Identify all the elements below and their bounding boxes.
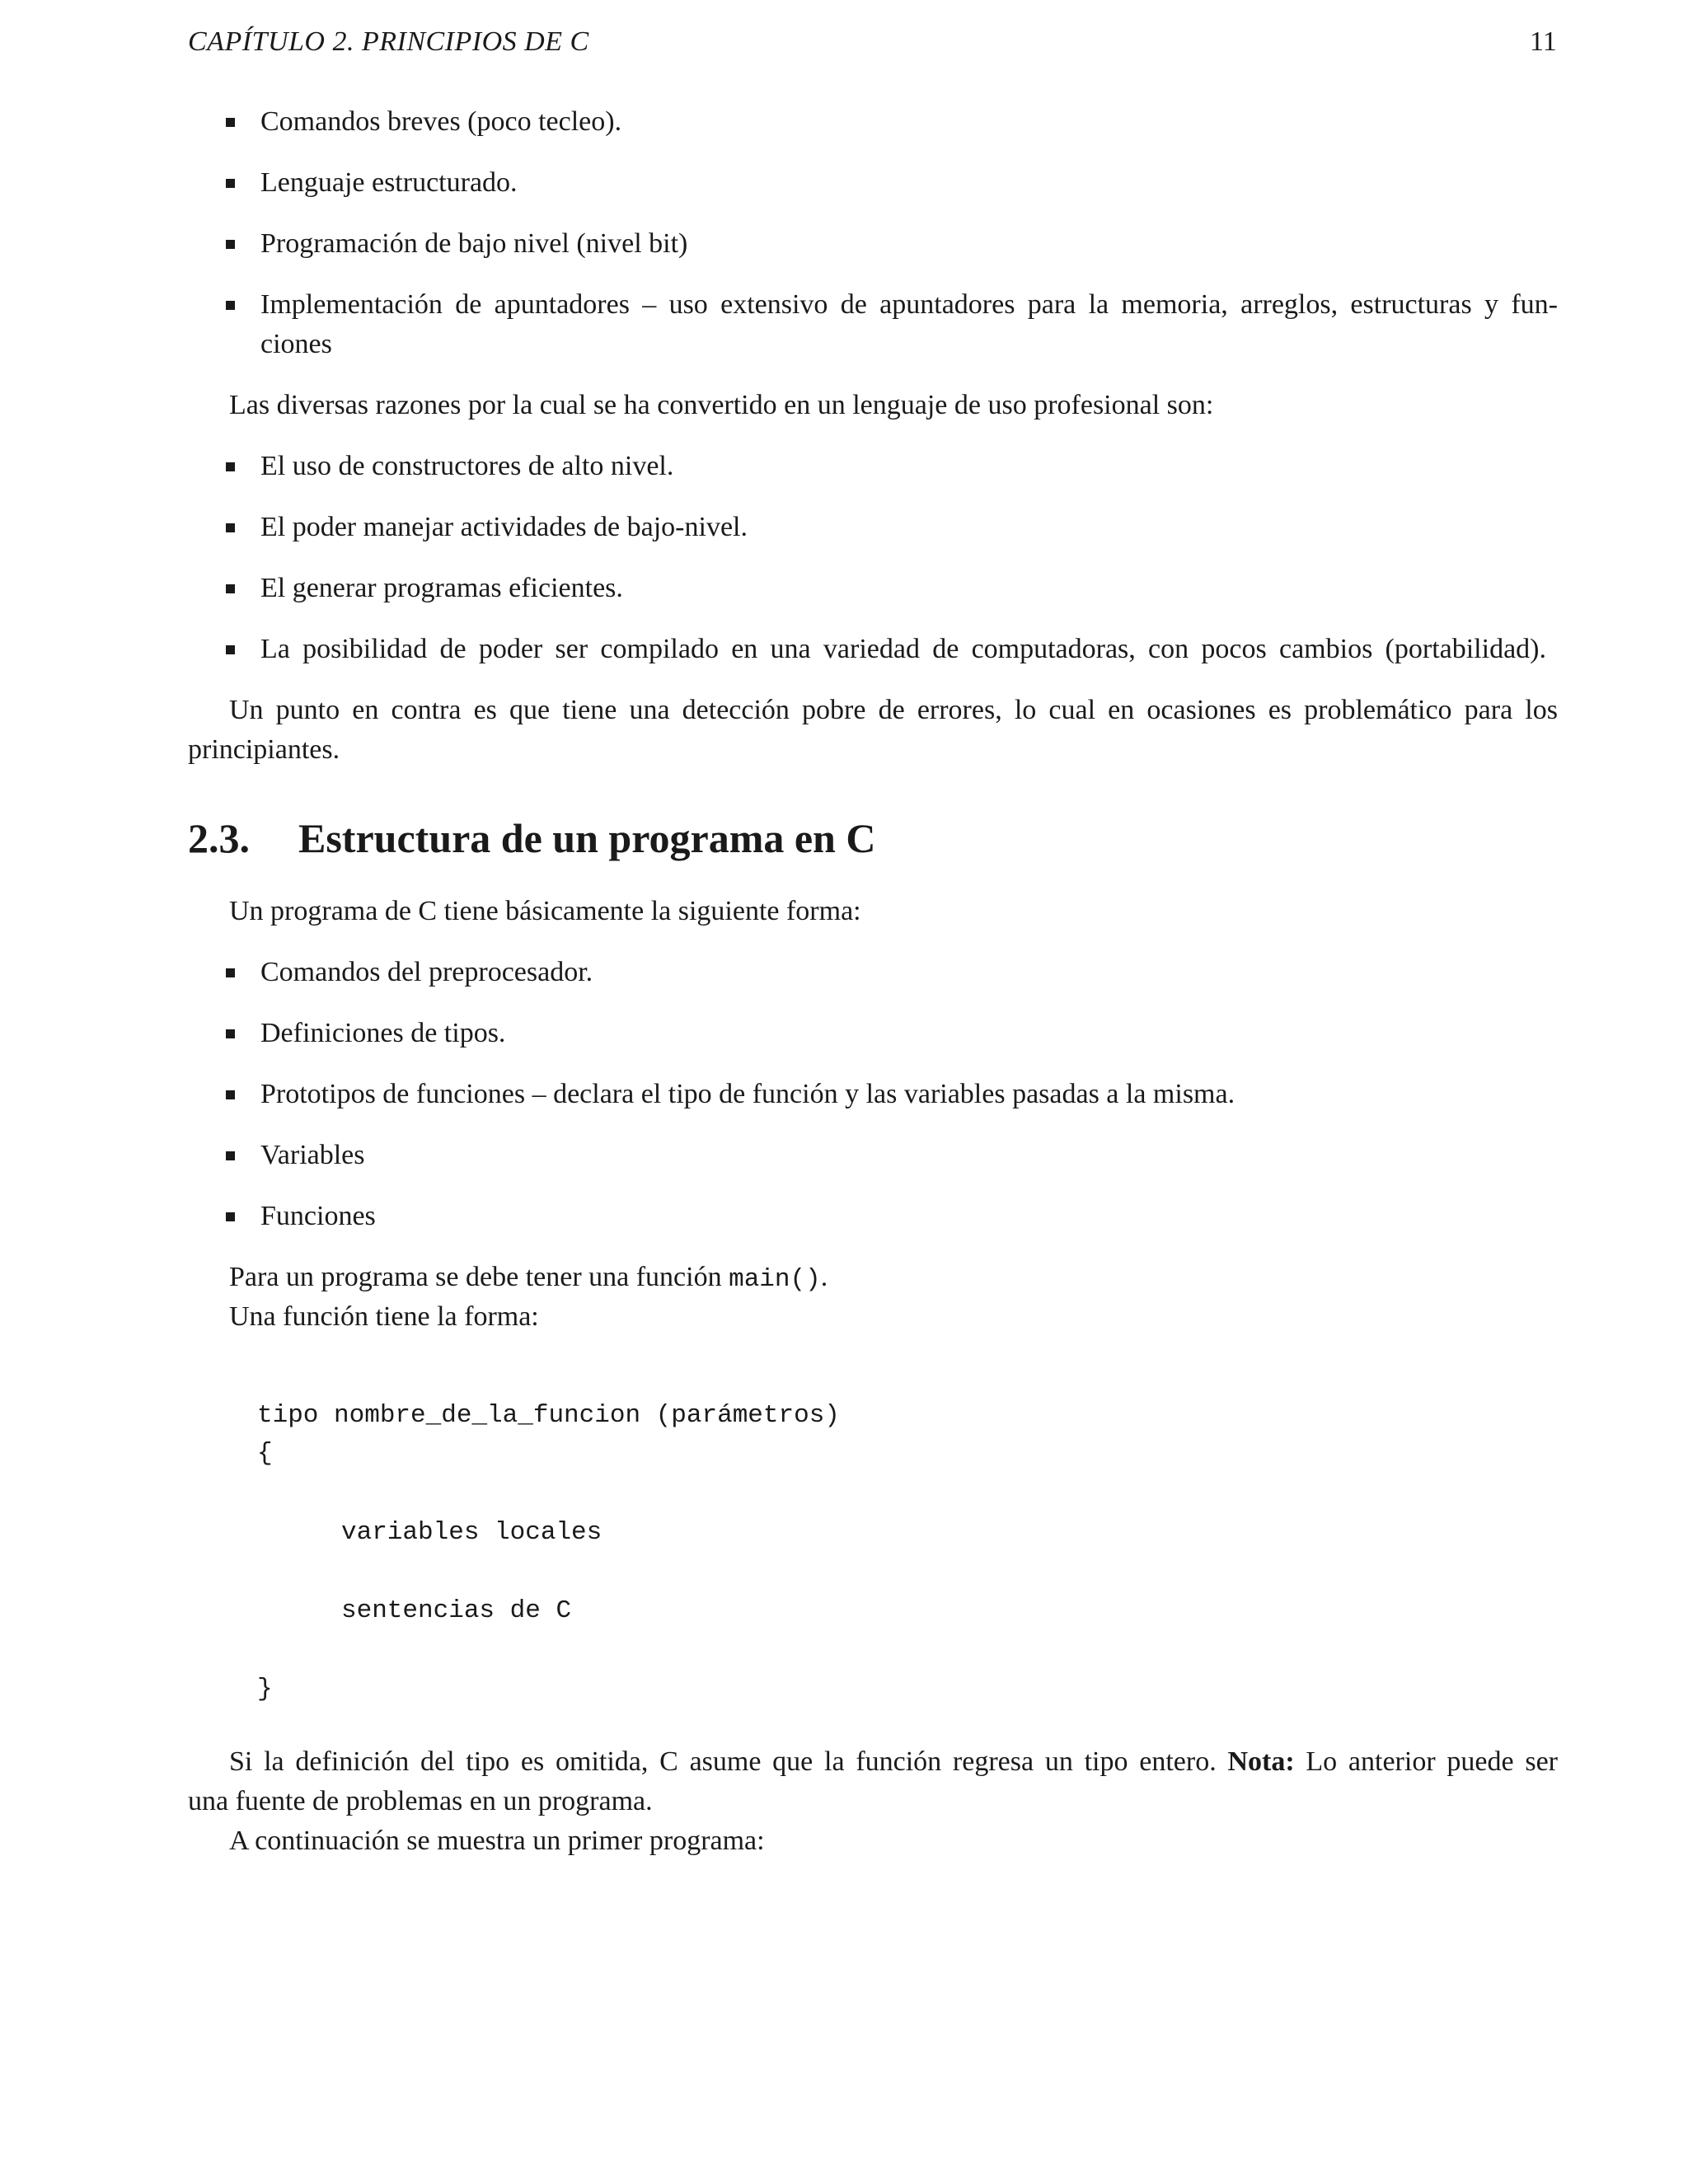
section-title: Estructura de un programa en C <box>298 815 876 861</box>
paragraph-function-form: Una función tiene la forma: <box>229 1301 539 1332</box>
code-statements: sentencias de C <box>341 1596 572 1625</box>
paragraph-note-text: Si la definición del tipo es omitida, C asume que la función regresa un tipo entero. <box>229 1746 1228 1777</box>
paragraph-form: Un programa de C tiene básicamente la siguiente forma: <box>229 896 861 926</box>
bullet-marker <box>226 118 235 127</box>
code-close-brace: } <box>257 1675 273 1704</box>
bullet-marker <box>226 1151 235 1160</box>
bullet-marker <box>226 645 235 654</box>
paragraph-next: A continuación se muestra un primer programa: <box>229 1825 765 1856</box>
inline-code-main: main() <box>729 1265 821 1294</box>
paragraph-note-text: Lo anterior puede ser <box>1294 1746 1558 1777</box>
list-item-text-continuation: ciones <box>260 329 332 359</box>
paragraph-main-period: . <box>820 1262 828 1292</box>
bullet-marker <box>226 462 235 471</box>
list-item-text: Variables <box>260 1140 365 1170</box>
paragraph-reasons: Las diversas razones por la cual se ha convertido en un lenguaje de uso profesional son: <box>229 390 1214 420</box>
list-item-text: Prototipos de funciones – declara el tipo de función y las variables pasadas a la misma. <box>260 1079 1236 1109</box>
paragraph-main <box>229 1258 828 1300</box>
paragraph-note-line <box>229 1742 1558 1782</box>
bullet-marker <box>226 179 235 188</box>
code-signature: tipo nombre_de_la_funcion (parámetros) <box>257 1401 840 1430</box>
list-item-text: La posibilidad de poder ser compilado en una variedad de computadoras, con pocos cambios (portabilidad). <box>260 634 1546 664</box>
list-item-text: Comandos breves (poco tecleo). <box>260 106 622 137</box>
bullet-marker <box>226 1029 235 1038</box>
running-head-chapter: CAPÍTULO 2. PRINCIPIOS DE C <box>188 26 589 57</box>
bullet-marker <box>226 240 235 249</box>
bullet-marker <box>226 1212 235 1221</box>
section-number: 2.3. <box>188 815 250 861</box>
paragraph-contra-line: principiantes. <box>188 734 340 765</box>
note-label: Nota: <box>1227 1746 1295 1777</box>
list-item-text: Definiciones de tipos. <box>260 1018 506 1048</box>
list-item-text: Funciones <box>260 1201 376 1231</box>
list-item-text: El generar programas eficientes. <box>260 573 623 603</box>
page-number: 11 <box>1530 26 1557 57</box>
code-open-brace: { <box>257 1439 273 1468</box>
bullet-marker <box>226 301 235 310</box>
list-item-text: Programación de bajo nivel (nivel bit) <box>260 228 688 259</box>
paragraph-contra-line: Un punto en contra es que tiene una detección pobre de errores, lo cual en ocasiones es problemático para los <box>229 695 1558 725</box>
bullet-marker <box>226 968 235 977</box>
list-item-text: El uso de constructores de alto nivel. <box>260 451 674 481</box>
code-locals: variables locales <box>341 1518 603 1547</box>
list-item-text: Implementación de apuntadores – uso extensivo de apuntadores para la memoria, arreglos, estructuras y fun- <box>260 289 1558 320</box>
paragraph-main-text: Para un programa se debe tener una función <box>229 1262 729 1292</box>
paragraph-note-line: una fuente de problemas en un programa. <box>188 1786 653 1816</box>
bullet-marker <box>226 523 235 532</box>
bullet-marker <box>226 1090 235 1099</box>
list-item-text: Lenguaje estructurado. <box>260 167 518 198</box>
list-item-text: El poder manejar actividades de bajo-nivel. <box>260 512 748 542</box>
bullet-marker <box>226 584 235 593</box>
list-item-text: Comandos del preprocesador. <box>260 957 593 987</box>
